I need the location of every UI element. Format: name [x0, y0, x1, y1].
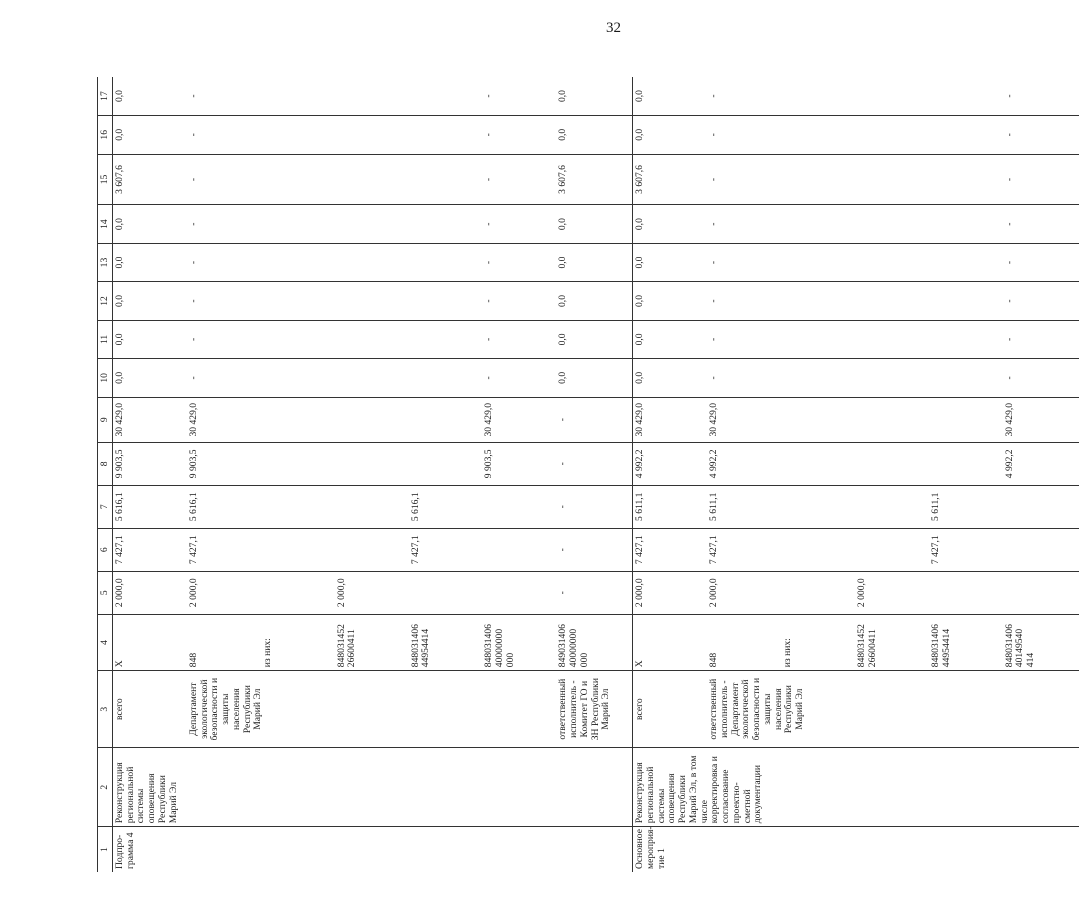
cell-value	[931, 443, 1001, 485]
cell-value: 848031406 44954414	[409, 624, 432, 668]
column-7-cell	[113, 485, 633, 528]
cell-value	[857, 116, 927, 153]
cell-value	[484, 674, 554, 744]
column-header-11: 11	[98, 320, 113, 358]
cell-value: из них:	[261, 638, 273, 668]
cell-value	[263, 398, 333, 442]
cell-value	[783, 398, 853, 442]
cell-value	[857, 155, 927, 205]
cell-value	[931, 116, 1001, 153]
column-header-17: 17	[98, 77, 113, 116]
column-6-cell	[633, 528, 1079, 571]
cell-value: 5 611,1	[929, 492, 941, 521]
column-17-cell	[633, 77, 1079, 116]
cell-value: 2 000,0	[708, 578, 720, 608]
cell-value	[411, 572, 481, 614]
cell-value: 0,0	[114, 128, 125, 141]
cell-value: 849031406 40000000 000	[557, 624, 590, 668]
cell-value: 0,0	[634, 333, 646, 346]
cell-value	[337, 674, 407, 744]
cell-value: 2 000,0	[114, 578, 125, 608]
cell-value	[411, 116, 481, 153]
cell-value: 30 429,0	[483, 402, 495, 437]
cell-value: -	[1003, 299, 1015, 303]
cell-value	[857, 529, 927, 571]
column-11-cell	[113, 320, 633, 358]
cell-value: 5 616,1	[114, 492, 125, 522]
column-header-6: 6	[98, 528, 113, 571]
cell-value: 9 903,5	[483, 449, 495, 479]
cell-value	[263, 443, 333, 485]
cell-value	[857, 77, 927, 115]
column-header-7: 7	[98, 485, 113, 528]
cell-value: 0,0	[634, 218, 646, 231]
column-6-cell	[113, 528, 633, 571]
cell-value	[857, 359, 927, 396]
table-body	[113, 77, 1079, 872]
cell-value: -	[708, 376, 720, 380]
page-number: 32	[606, 20, 621, 36]
cell-value	[783, 244, 853, 281]
cell-value	[263, 529, 333, 571]
cell-value	[337, 77, 407, 115]
cell-value: 0,0	[114, 218, 125, 231]
cell-value	[411, 244, 481, 281]
cell-value: 0,0	[114, 90, 125, 103]
column-header-1: 1	[98, 827, 113, 872]
column-10-cell	[633, 359, 1079, 397]
cell-value	[484, 529, 554, 571]
cell-value	[411, 155, 481, 205]
cell-value: -	[187, 299, 199, 303]
cell-value	[783, 116, 853, 153]
cell-value	[411, 443, 481, 485]
cell-value	[857, 443, 927, 485]
row-program-title: Реконструкция региональной системы оповещения Республики Марий Эл	[113, 748, 633, 827]
cell-value: 5 616,1	[409, 492, 421, 522]
cell-value	[783, 572, 853, 614]
column-15-cell	[633, 154, 1079, 205]
cell-value	[263, 116, 333, 153]
cell-value	[411, 77, 481, 115]
cell-value	[263, 155, 333, 205]
cell-value	[337, 116, 407, 153]
column-header-3: 3	[98, 671, 113, 748]
cell-value: 3 607,6	[114, 165, 125, 194]
cell-value	[337, 443, 407, 485]
cell-value	[931, 321, 1001, 358]
cell-value: 4 992,2	[1003, 449, 1015, 479]
cell-value: -	[483, 260, 495, 265]
cell-value: 3 607,6	[557, 165, 569, 194]
cell-value: из них:	[782, 638, 794, 668]
column-header-8: 8	[98, 442, 113, 485]
column-14-cell	[633, 205, 1079, 243]
cell-value: 7 427,1	[929, 535, 941, 565]
cell-value	[411, 674, 481, 744]
cell-value: 848031452 26600411	[335, 624, 358, 668]
column-5-cell	[633, 571, 1079, 614]
cell-value	[263, 282, 333, 319]
cell-value	[337, 155, 407, 205]
cell-value	[1005, 674, 1075, 744]
cell-value: -	[483, 94, 495, 98]
cell-value: -	[187, 222, 199, 226]
column-12-cell	[633, 282, 1079, 320]
cell-value	[931, 155, 1001, 205]
rotated-table-container	[97, 77, 1037, 872]
cell-value	[857, 205, 927, 242]
cell-value	[857, 398, 927, 442]
cell-value: 9 903,5	[187, 449, 199, 479]
cell-value	[1005, 572, 1075, 614]
cell-value: -	[708, 337, 720, 342]
cell-value: -	[187, 94, 199, 98]
cell-value: -	[557, 462, 569, 466]
cell-value: -	[557, 548, 569, 552]
column-13-cell	[113, 243, 633, 281]
cell-value: 7 427,1	[708, 535, 720, 565]
cell-value	[783, 205, 853, 242]
cell-value: 848031452 26600411	[855, 624, 878, 668]
cell-value: 848	[708, 652, 720, 668]
cell-value: -	[483, 133, 495, 137]
cell-value	[337, 529, 407, 571]
cell-value	[857, 486, 927, 528]
cell-value	[411, 398, 481, 442]
cell-value	[337, 321, 407, 358]
cell-value: 4 992,2	[634, 449, 646, 479]
column-8-cell	[633, 442, 1079, 485]
cell-value	[411, 321, 481, 358]
column-9-cell	[113, 397, 633, 442]
column-10-cell	[113, 359, 633, 397]
cell-value	[783, 443, 853, 485]
cell-value	[931, 572, 1001, 614]
cell-value	[263, 321, 333, 358]
cell-value	[337, 244, 407, 281]
cell-value: 0,0	[557, 128, 569, 141]
cell-value: 0,0	[557, 218, 569, 231]
cell-value: -	[187, 177, 199, 182]
cell-value	[337, 282, 407, 319]
cell-value: -	[708, 299, 720, 303]
cell-value: -	[708, 177, 720, 182]
cell-value	[337, 359, 407, 396]
cell-value	[931, 398, 1001, 442]
cell-value: 0,0	[557, 256, 569, 269]
cell-value: -	[483, 222, 495, 226]
cell-value: 30 429,0	[634, 402, 646, 437]
cell-value: X	[634, 660, 646, 668]
cell-value: 5 611,1	[708, 492, 720, 521]
cell-value: -	[708, 133, 720, 137]
column-number-header	[98, 77, 113, 872]
column-17-cell	[113, 77, 633, 116]
cell-value: 848	[187, 652, 199, 668]
column-12-cell	[113, 282, 633, 320]
column-header-16: 16	[98, 116, 113, 154]
column-16-cell	[113, 116, 633, 154]
cell-value	[857, 321, 927, 358]
cell-value: 0,0	[634, 294, 646, 307]
cell-value	[1005, 529, 1075, 571]
column-header-9: 9	[98, 397, 113, 442]
cell-value: 7 427,1	[634, 535, 646, 565]
cell-value: -	[1003, 94, 1015, 98]
cell-value	[263, 572, 333, 614]
cell-value: 0,0	[557, 90, 569, 103]
cell-value: -	[483, 177, 495, 182]
cell-value	[263, 77, 333, 115]
cell-value	[783, 486, 853, 528]
cell-value	[263, 486, 333, 528]
column-16-cell	[633, 116, 1079, 154]
cell-value: -	[483, 299, 495, 303]
cell-value: 30 429,0	[708, 402, 720, 437]
column-header-2: 2	[98, 748, 113, 827]
cell-value: 0,0	[634, 371, 646, 384]
cell-value: 0,0	[114, 294, 125, 307]
cell-value: 848031406 40000000 000	[483, 624, 516, 668]
cell-value	[263, 674, 333, 744]
cell-value	[783, 77, 853, 115]
cell-value: 2 000,0	[855, 578, 867, 608]
cell-value	[931, 359, 1001, 396]
cell-value: -	[187, 337, 199, 342]
cell-value: -	[557, 418, 569, 422]
cell-value: -	[708, 94, 720, 98]
cell-value: -	[557, 505, 569, 509]
cell-value: 2 000,0	[335, 578, 347, 608]
cell-value: 7 427,1	[409, 535, 421, 565]
cell-value: X	[114, 660, 125, 668]
cell-value: 5 616,1	[187, 492, 199, 522]
cell-value: ответственный исполнитель - Комитет ГО и ЗН Республики Марий Эл	[557, 678, 612, 741]
cell-value: -	[557, 591, 569, 595]
cell-value: 848031406 44954414	[929, 624, 952, 668]
column-3-cell	[633, 671, 1079, 748]
cell-value	[783, 155, 853, 205]
cell-value: -	[708, 260, 720, 265]
cell-value	[783, 282, 853, 319]
column-header-14: 14	[98, 205, 113, 243]
budget-table	[97, 77, 1079, 872]
cell-value: 0,0	[557, 294, 569, 307]
cell-value: 0,0	[634, 90, 646, 103]
cell-value	[484, 572, 554, 614]
cell-value: -	[708, 222, 720, 226]
cell-value	[783, 321, 853, 358]
column-header-10: 10	[98, 359, 113, 397]
cell-value	[857, 244, 927, 281]
cell-value	[931, 282, 1001, 319]
cell-value	[411, 282, 481, 319]
column-5-cell	[113, 571, 633, 614]
cell-value: -	[1003, 260, 1015, 265]
cell-value: 4 992,2	[708, 449, 720, 479]
cell-value: 0,0	[114, 256, 125, 269]
cell-value	[263, 359, 333, 396]
cell-value: 7 427,1	[187, 535, 199, 565]
cell-value	[337, 398, 407, 442]
cell-value	[484, 486, 554, 528]
cell-value: 2 000,0	[187, 578, 199, 608]
table-row	[113, 77, 633, 872]
column-header-15: 15	[98, 154, 113, 205]
cell-value: -	[1003, 222, 1015, 226]
cell-value: 848031406 40149540 414	[1003, 624, 1037, 668]
column-13-cell	[633, 243, 1079, 281]
cell-value	[857, 282, 927, 319]
cell-value: 0,0	[557, 333, 569, 346]
cell-value	[263, 205, 333, 242]
cell-value	[337, 486, 407, 528]
cell-value	[337, 205, 407, 242]
cell-value: -	[483, 337, 495, 342]
cell-value	[411, 205, 481, 242]
row-program-code: Основное мероприя-тие 1	[633, 827, 1079, 872]
table-row	[633, 77, 1079, 872]
column-header-4: 4	[98, 614, 113, 671]
column-8-cell	[113, 442, 633, 485]
cell-value	[931, 244, 1001, 281]
cell-value: 3 607,6	[634, 165, 646, 194]
cell-value: -	[483, 376, 495, 380]
column-9-cell	[633, 397, 1079, 442]
cell-value: 0,0	[634, 128, 646, 141]
column-header-13: 13	[98, 243, 113, 281]
cell-value: 30 429,0	[1003, 402, 1015, 437]
column-header-5: 5	[98, 571, 113, 614]
column-15-cell	[113, 154, 633, 205]
cell-value: 5 611,1	[634, 492, 646, 521]
cell-value: ответственный исполнитель - Департамент экологической безопасности и защиты населения Республики Марий Эл	[708, 677, 805, 741]
cell-value	[931, 205, 1001, 242]
cell-value: 30 429,0	[187, 402, 199, 437]
column-4-cell	[633, 614, 1079, 671]
cell-value: -	[1003, 177, 1015, 182]
cell-value: 2 000,0	[634, 578, 646, 608]
cell-value	[931, 674, 1001, 744]
column-header-12: 12	[98, 282, 113, 320]
row-program-title: Реконструкция региональной системы оповещения Республики Марий Эл, в том числе корректировка и согласование проектно-сметной документации	[633, 748, 1079, 827]
column-7-cell	[633, 485, 1079, 528]
column-3-cell	[113, 671, 633, 748]
cell-value	[783, 529, 853, 571]
cell-value: -	[1003, 376, 1015, 380]
cell-value: -	[187, 260, 199, 265]
cell-value	[783, 359, 853, 396]
column-14-cell	[113, 205, 633, 243]
row-program-code: Подпро-грамма 4	[113, 827, 633, 872]
cell-value	[857, 674, 927, 744]
cell-value: Департамент экологической безопасности и защиты населения Республики Марий Эл	[187, 677, 264, 741]
cell-value: всего	[114, 698, 125, 720]
cell-value: 0,0	[114, 371, 125, 384]
cell-value: -	[1003, 337, 1015, 342]
cell-value: -	[1003, 133, 1015, 137]
cell-value	[1005, 486, 1075, 528]
cell-value: -	[187, 133, 199, 137]
column-11-cell	[633, 320, 1079, 358]
column-4-cell	[113, 614, 633, 671]
cell-value: 0,0	[557, 371, 569, 384]
cell-value	[931, 77, 1001, 115]
cell-value: 9 903,5	[114, 449, 125, 479]
cell-value	[263, 244, 333, 281]
cell-value: -	[187, 376, 199, 380]
cell-value: 0,0	[114, 333, 125, 346]
cell-value: 7 427,1	[114, 535, 125, 565]
cell-value: 30 429,0	[114, 402, 125, 437]
cell-value: всего	[634, 698, 646, 720]
cell-value: 0,0	[634, 256, 646, 269]
cell-value	[411, 359, 481, 396]
